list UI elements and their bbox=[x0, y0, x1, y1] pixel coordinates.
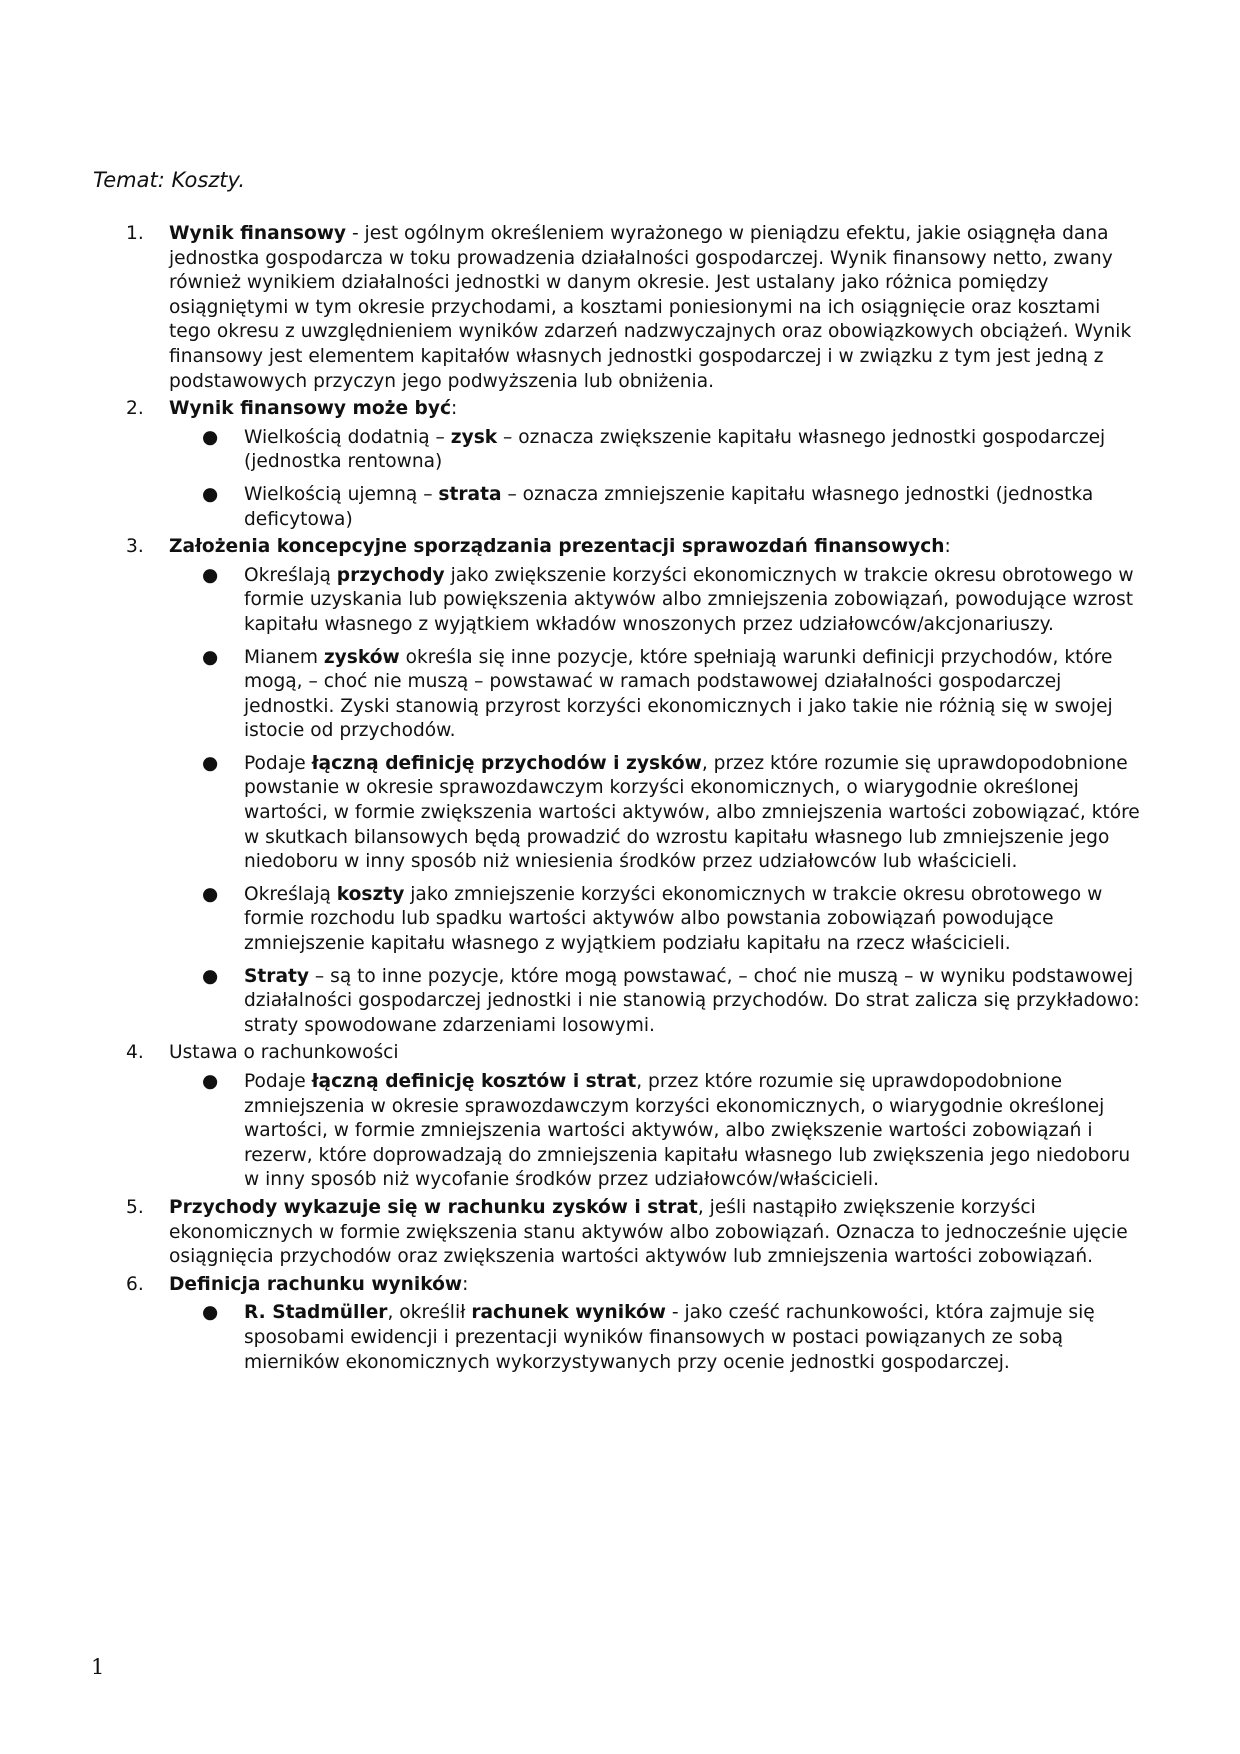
bullet-text: – oznacza zmniejszenie kapitału własnego jednostki (jednostka deficytowa) bbox=[244, 483, 1094, 530]
numbered-list bbox=[126, 222, 1146, 1375]
term-bold: Straty bbox=[244, 965, 310, 987]
bullet-text: , określił bbox=[387, 1302, 472, 1324]
term-bold: Wynik finansowy może być bbox=[169, 398, 452, 420]
bullet-item bbox=[169, 646, 1146, 744]
bullet-item bbox=[169, 564, 1146, 638]
bullet-icon: ● bbox=[202, 752, 219, 774]
bullet-icon: ● bbox=[202, 883, 219, 905]
item-text: Ustawa o rachunkowości bbox=[169, 1042, 399, 1064]
bullet-icon: ● bbox=[202, 965, 219, 987]
item-number: 1. bbox=[126, 223, 144, 244]
bullet-text: Określają bbox=[244, 883, 337, 905]
list-item-1 bbox=[126, 222, 1146, 394]
bullet-text: Wielkością ujemną – bbox=[244, 483, 439, 505]
term-bold: zysków bbox=[323, 646, 400, 668]
document-title: Temat: Koszty. bbox=[93, 168, 246, 192]
item-number: 5. bbox=[126, 1196, 144, 1218]
bullet-text: Podaje bbox=[244, 1071, 312, 1092]
term-bold: koszty bbox=[336, 883, 405, 905]
bullet-list bbox=[169, 1301, 1146, 1375]
bullet-item bbox=[169, 1301, 1146, 1375]
item-text: : bbox=[462, 1273, 469, 1295]
bullet-icon: ● bbox=[202, 1071, 219, 1092]
bullet-text: – oznacza zwiększenie kapitału własnego jednostki gospodarczej (jednostka rentowna) bbox=[244, 426, 1106, 473]
bullet-text: jako zmniejszenie korzyści ekonomicznych w trakcie okresu obrotowego w formie rozchodu lub spadku wartości aktywów albo powstania zobowiązań powodujące zmniejszenie kapitału własnego z wyjątkiem podziału kapitału na rzecz właścicieli. bbox=[244, 883, 1103, 955]
page-number: 1 bbox=[91, 1655, 105, 1679]
bullet-icon: ● bbox=[202, 646, 219, 668]
term-bold: Założenia koncepcyjne sporządzania prezentacji sprawozdań finansowych bbox=[169, 536, 945, 558]
term-bold: przychody bbox=[336, 564, 445, 586]
bullet-list bbox=[169, 564, 1146, 1039]
item-text: , jeśli nastąpiło zwiększenie korzyści ekonomicznych w formie zwiększenia stanu aktywów albo zobowiązań. Oznacza to jednocześnie ujęcie osiągnięcia przychodów oraz zwiększenia wartości aktywów lub zmniejszenia wartości zobowiązań. bbox=[169, 1196, 1128, 1268]
bullet-text: jako zwiększenie korzyści ekonomicznych w trakcie okresu obrotowego w formie uzyskania lub powiększenia aktywów albo zmniejszenia zobowiązań, powodujące wzrost kapitału własnego z wyjątkiem wkładów wnoszonych przez udziałowców/akcjonariuszy. bbox=[244, 564, 1134, 635]
term-bold: R. Stadmüller bbox=[244, 1302, 388, 1324]
bullet-item bbox=[169, 1070, 1146, 1193]
term-bold: łączną definicję przychodów i zysków bbox=[311, 752, 702, 774]
bullet-item bbox=[169, 752, 1146, 875]
bullet-list bbox=[169, 426, 1146, 532]
list-item-4 bbox=[126, 1041, 1146, 1193]
bullet-text: - jako cześć rachunkowości, która zajmuje się sposobami ewidencji i prezentacji wyników finansowych w postaci powiązanych ze sobą mierników ekonomicznych wykorzystywanych przy ocenie jednostki gospodarczej. bbox=[244, 1302, 1095, 1373]
list-item-2 bbox=[126, 397, 1146, 532]
item-number: 2. bbox=[126, 398, 144, 420]
bullet-icon: ● bbox=[202, 483, 219, 505]
bullet-icon: ● bbox=[202, 564, 219, 586]
item-number: 4. bbox=[126, 1042, 144, 1064]
bullet-item bbox=[169, 883, 1146, 957]
bullet-item bbox=[169, 483, 1146, 532]
bullet-item bbox=[169, 965, 1146, 1039]
term-bold: rachunek wyników bbox=[471, 1302, 666, 1324]
item-text: : bbox=[944, 536, 951, 558]
term-bold: Wynik finansowy bbox=[169, 223, 347, 244]
bullet-icon: ● bbox=[202, 426, 219, 448]
bullet-icon: ● bbox=[202, 1302, 219, 1324]
item-text: : bbox=[451, 398, 458, 420]
list-item-6 bbox=[126, 1273, 1146, 1375]
bullet-text: Podaje bbox=[244, 752, 312, 774]
bullet-item bbox=[169, 426, 1146, 475]
term-bold: Przychody wykazuje się w rachunku zysków i strat bbox=[169, 1196, 698, 1218]
bullet-text: , przez które rozumie się uprawdopodobnione zmniejszenia w okresie sprawozdawczym korzyści ekonomicznych, o wiarygodnie określonej wartości, w formie zmniejszenia wartości aktywów, albo zwiększenie wartości zobowiązań i rezerw, które doprowadzają do zmniejszenia kapitału własnego lub zwiększenia jego niedoboru w inny sposób niż wycofanie środków przez udziałowców/właścicieli. bbox=[244, 1071, 1131, 1191]
list-item-5 bbox=[126, 1196, 1146, 1270]
bullet-text: określa się inne pozycje, które spełniają warunki definicji przychodów, które mogą, – choć nie muszą – powstawać w ramach podstawowej działalności gospodarczej jednostki. Zyski stanowią przyrost korzyści ekonomicznych i jako takie nie różnią się w swojej istocie od przychodów. bbox=[244, 646, 1113, 742]
bullet-list bbox=[169, 1070, 1146, 1193]
document-body bbox=[126, 222, 1146, 1378]
term-bold: Definicja rachunku wyników bbox=[169, 1273, 463, 1295]
term-bold: łączną definicję kosztów i strat bbox=[311, 1071, 637, 1092]
term-bold: zysk bbox=[450, 426, 498, 448]
list-item-3 bbox=[126, 535, 1146, 1038]
bullet-text: Wielkością dodatnią – bbox=[244, 426, 451, 448]
item-number: 3. bbox=[126, 536, 144, 558]
bullet-text: Mianem bbox=[244, 646, 324, 668]
bullet-text: – są to inne pozycje, które mogą powstawać, – choć nie muszą – w wyniku podstawowej działalności gospodarczej jednostki i nie stanowią przychodów. Do strat zalicza się przykładowo: straty spowodowane zdarzeniami losowymi. bbox=[244, 965, 1140, 1036]
item-number: 6. bbox=[126, 1273, 144, 1295]
bullet-text: , przez które rozumie się uprawdopodobnione powstanie w okresie sprawozdawczym korzyści ekonomicznych, o wiarygodnie określonej wartości, w formie zwiększenia wartości aktywów, albo zmniejszenia wartości zobowiązać, które w skutkach bilansowych będą prowadzić do wzrostu kapitału własnego lub zmniejszenie jego niedoboru w inny sposób niż wniesienia środków przez udziałowców lub właścicieli. bbox=[244, 752, 1140, 873]
item-text: - jest ogólnym określeniem wyrażonego w pieniądzu efektu, jakie osiągnęła dana jednostka gospodarcza w toku prowadzenia działalności gospodarczej. Wynik finansowy netto, zwany również wynikiem działalności jednostki w danym okresie. Jest ustalany jako różnica pomiędzy osiągniętymi w tym okresie przychodami, a kosztami poniesionymi na ich osiągnięcie oraz kosztami tego okresu z uwzględnieniem wyników zdarzeń nadzwyczajnych oraz obowiązkowych obciążeń. Wynik finansowy jest elementem kapitałów własnych jednostki gospodarczej i w związku z tym jest jedną z podstawowych przyczyn jego podwyższenia lub obniżenia. bbox=[169, 223, 1132, 392]
term-bold: strata bbox=[438, 483, 502, 505]
bullet-text: Określają bbox=[244, 564, 337, 586]
